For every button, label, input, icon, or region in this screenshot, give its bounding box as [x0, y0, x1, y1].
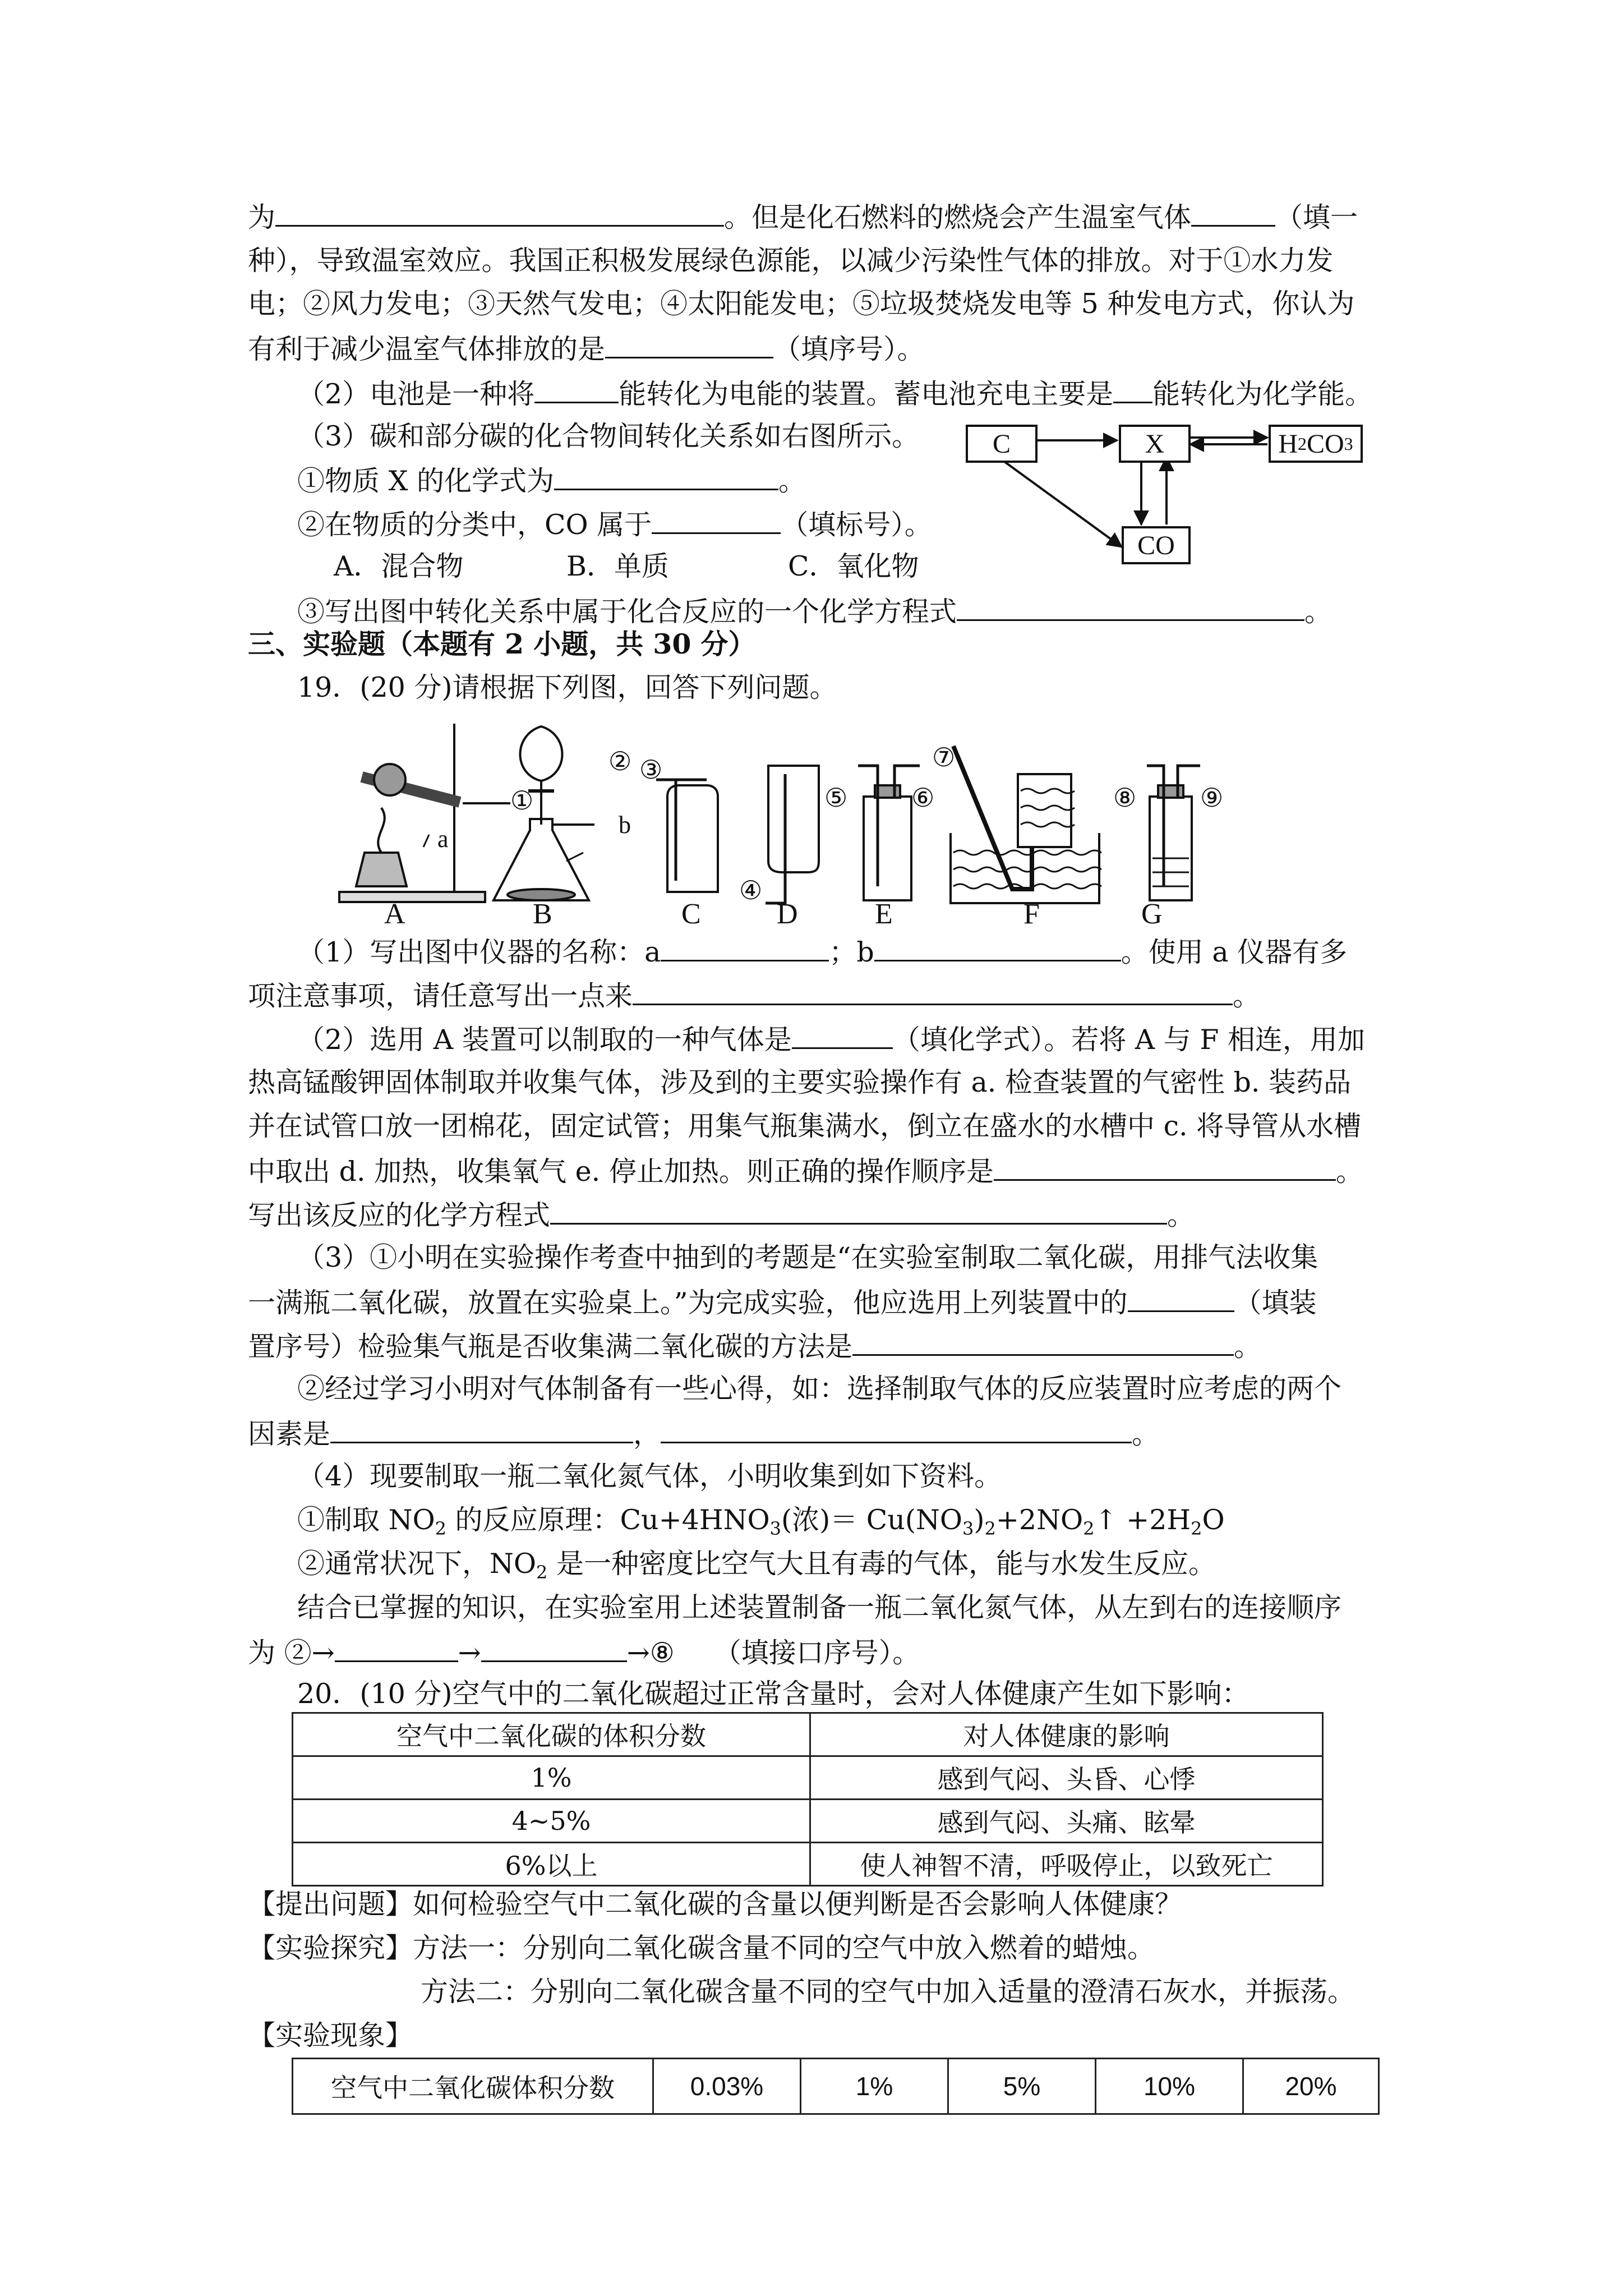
q19-part-4-l1: （4）现要制取一瓶二氧化氮气体，小明收集到如下资料。 [297, 1460, 1002, 1492]
answer-blank[interactable] [874, 934, 1121, 961]
q18-line-1 [248, 199, 1358, 234]
port-4: ④ [739, 876, 763, 905]
text: 。 [1304, 596, 1332, 628]
pointer-b [566, 853, 583, 861]
text: ， [633, 1418, 661, 1450]
q18-part-3-1 [297, 463, 806, 498]
table-row [293, 1800, 1323, 1843]
text: 写出该反应的化学方程式 [248, 1199, 551, 1231]
alcohol-lamp [356, 853, 407, 886]
table-cell: 感到气闷、头痛、眩晕 [810, 1800, 1323, 1843]
option-a: A．混合物 [334, 550, 464, 582]
q18-line-4 [248, 331, 925, 366]
table-cell: 6%以上 [293, 1843, 810, 1886]
part-b-label: b [619, 811, 631, 839]
q20-explore-2: 方法二：分别向二氧化碳含量不同的空气中加入适量的澄清石灰水，并振荡。 [421, 1976, 1355, 2008]
answer-blank[interactable] [633, 978, 1233, 1005]
q20-phenomenon: 【实验现象】 [248, 2019, 413, 2051]
answer-blank[interactable] [852, 1328, 1234, 1356]
answer-blank[interactable] [792, 1022, 893, 1049]
q19-part-2-l4 [248, 1153, 1363, 1189]
q19-part-4-l5 [248, 1635, 920, 1670]
port-9: ⑨ [1200, 784, 1224, 812]
text: 为 [248, 201, 276, 233]
co2-experiment-table [292, 2058, 1380, 2115]
port-3: ③ [639, 756, 663, 784]
q19-part-3-l5 [248, 1416, 1159, 1451]
port-8: ⑧ [1113, 784, 1137, 812]
co2-health-table [292, 1712, 1324, 1887]
text: 能转化为化学能。 [1152, 378, 1373, 410]
q19-part-2-l3: 并在试管口放一团棉花，固定试管；用集气瓶集满水，倒立在盛水的水槽中 c. 将导管从水槽 [248, 1110, 1362, 1142]
text: （2）电池是一种将 [297, 378, 535, 410]
stopper-g [1158, 785, 1183, 798]
answer-blank[interactable] [330, 1416, 633, 1443]
option-b: B．单质 [566, 550, 670, 582]
answer-blank[interactable] [534, 376, 619, 403]
text: 为 ②→ [248, 1637, 335, 1669]
q19-part-4-l2 [297, 1503, 1225, 1537]
table-header: 空气中二氧化碳的体积分数 [293, 1713, 810, 1756]
text: 。 [1167, 1199, 1195, 1231]
table-cell: 1% [293, 1756, 810, 1800]
table-header: 对人体健康的影响 [810, 1713, 1323, 1756]
apparatus-label-c: C [681, 898, 701, 930]
node-x: X [1119, 425, 1191, 463]
table-row [293, 1843, 1323, 1886]
q19-part-3-l4: ②经过学习小明对气体制备有一些心得，如：选择制取气体的反应装置时应考虑的两个 [297, 1373, 1342, 1405]
text: 3 [962, 1518, 974, 1539]
separatory-funnel [520, 726, 562, 781]
table-row [293, 2059, 1379, 2114]
q19-part-2-l5 [248, 1197, 1195, 1232]
text: （填装 [1234, 1287, 1317, 1319]
text: CO [1306, 429, 1344, 459]
text: ) [974, 1504, 985, 1536]
port-1: ① [510, 786, 534, 815]
heated-solid [374, 764, 405, 795]
text: 。 [1132, 1418, 1160, 1450]
node-co: CO [1122, 526, 1191, 564]
arrow-c-to-co [998, 457, 1122, 547]
text: 3 [769, 1518, 781, 1539]
answer-blank[interactable] [335, 1635, 458, 1662]
q19-part-4-l3 [297, 1547, 1216, 1581]
text: 。 [778, 465, 806, 497]
text: （1）写出图中仪器的名称：a [297, 936, 661, 968]
text: （填接口序号）。 [713, 1637, 920, 1669]
text: 的反应原理：Cu+4HNO [446, 1504, 770, 1536]
port-7: ⑦ [932, 743, 956, 772]
text: 2 [435, 1518, 446, 1539]
text: +2NO [995, 1504, 1083, 1536]
text: ②在物质的分类中，CO 属于 [297, 509, 652, 541]
apparatus-label-e: E [875, 898, 893, 930]
port-2: ② [608, 747, 632, 776]
option-c: C．氧化物 [788, 550, 919, 582]
text: ③写出图中转化关系中属于化合反应的一个化学方程式 [297, 596, 957, 628]
text: →⑧ [626, 1637, 675, 1669]
table-cell: 0.03% [653, 2059, 801, 2114]
table-header-row [293, 1713, 1323, 1756]
answer-blank[interactable] [1128, 1285, 1234, 1312]
answer-blank[interactable] [661, 934, 829, 961]
text: 有利于减少温室气体排放的是 [248, 333, 606, 365]
table-cell: 空气中二氧化碳体积分数 [293, 2059, 653, 2114]
pointer-a [423, 835, 429, 847]
apparatus-label-a: A [384, 898, 405, 930]
text: 。 [1233, 980, 1261, 1012]
text: 一满瓶二氧化碳，放置在实验桌上。”为完成实验，他应选用上列装置中的 [248, 1287, 1128, 1319]
table-cell: 10% [1096, 2059, 1243, 2114]
apparatus-label-b: B [533, 898, 552, 930]
tube-e-long [858, 766, 878, 886]
q18-line-2: 种），导致温室效应。我国正积极发展绿色源能，以减少污染性气体的排放。对于①水力发 [248, 245, 1334, 277]
q19-part-4-l4: 结合已掌握的知识，在实验室用上述装置制备一瓶二氧化氮气体，从左到右的连接顺序 [297, 1591, 1342, 1623]
q19-intro: 19．(20 分)请根据下列图，回答下列问题。 [297, 671, 837, 703]
answer-blank[interactable] [550, 1197, 1167, 1225]
q19-part-2-l1 [297, 1022, 1365, 1057]
text: ↑ +2H [1094, 1504, 1191, 1536]
text: H [1278, 429, 1298, 459]
text: → [458, 1637, 481, 1669]
answer-blank[interactable] [1113, 376, 1152, 403]
bottle-g [1150, 797, 1192, 900]
apparatus-label-g: G [1141, 898, 1163, 930]
text: （填化学式）。若将 A 与 F 相连，用加 [892, 1024, 1365, 1056]
apparatus-label-f: F [1023, 898, 1040, 930]
section-title: 三、实验题（本题有 2 小题，共 30 分） [248, 628, 756, 660]
table-cell: 1% [801, 2059, 948, 2114]
liquid-g [1152, 858, 1189, 886]
bottle-e [864, 797, 911, 900]
text: ②通常状况下，NO [297, 1548, 537, 1580]
answer-blank[interactable] [481, 1635, 627, 1662]
q19-part-3-l2 [248, 1285, 1317, 1320]
tube-c [656, 780, 676, 881]
q19-part-3-l1: （3）①小明在实验操作考查中抽到的考题是“在实验室制取二氧化碳，用排气法收集 [297, 1241, 1318, 1273]
text: 。 [1234, 1331, 1262, 1363]
inverted-jar [1018, 774, 1071, 847]
text: 2 [536, 1562, 548, 1583]
text: (浓)＝ Cu(NO [781, 1504, 963, 1536]
q18-line-3: 电；②风力发电；③天然气发电；④太阳能发电；⑤垃圾焚烧发电等 5 种发电方式，你认为 [248, 288, 1355, 320]
text: （2）选用 A 装置可以制取的一种气体是 [297, 1024, 792, 1056]
answer-blank[interactable] [652, 507, 781, 534]
lab-apparatus-figure [325, 718, 1419, 959]
answer-blank[interactable] [275, 199, 724, 227]
gas-jar-d [768, 766, 819, 872]
text: 因素是 [248, 1418, 331, 1450]
q18-part-3-2 [297, 507, 932, 542]
answer-blank[interactable] [661, 1416, 1132, 1443]
text: 中取出 d. 加热，收集氧气 e. 停止加热。则正确的操作顺序是 [248, 1156, 994, 1188]
q18-part-3-3 [297, 593, 1332, 629]
text: 。使用 a 仪器有多 [1121, 936, 1348, 968]
q20-explore-1: 【实验探究】方法一：分别向二氧化碳含量不同的空气中放入燃着的蜡烛。 [248, 1932, 1155, 1964]
table-cell: 5% [948, 2059, 1096, 2114]
q19-part-3-l3 [248, 1328, 1261, 1364]
text: ；b [829, 936, 874, 968]
port-5: ⑤ [824, 784, 848, 812]
node-c: C [966, 425, 1038, 463]
text: 置序号）检验集气瓶是否收集满二氧化碳的方法是 [248, 1331, 853, 1363]
text: O [1202, 1504, 1225, 1536]
table-cell: 感到气闷、头昏、心悸 [810, 1756, 1323, 1800]
node-h2co3: H 2 CO 3 [1269, 425, 1363, 463]
lamp-flame [378, 808, 385, 853]
answer-blank[interactable] [554, 463, 778, 490]
text: 能转化为电能的装置。蓄电池充电主要是 [619, 378, 1114, 410]
text: 是一种密度比空气大且有毒的气体，能与水发生反应。 [547, 1548, 1216, 1580]
text: 。但是化石燃料的燃烧会产生温室气体 [724, 201, 1192, 233]
answer-blank[interactable] [605, 331, 773, 358]
text: （填一 [1275, 201, 1358, 233]
part-a-label: a [437, 825, 449, 853]
answer-blank[interactable] [994, 1153, 1336, 1181]
table-cell: 使人神智不清，呼吸停止，以致死亡 [810, 1843, 1323, 1886]
apparatus-label-d: D [777, 898, 798, 930]
water-trough [951, 833, 1099, 903]
q18-part-3: （3）碳和部分碳的化合物间转化关系如右图所示。 [297, 420, 920, 452]
stand-base [339, 892, 485, 902]
text: 项注意事项，请任意写出一点来 [248, 980, 633, 1012]
q19-part-1 [297, 934, 1347, 969]
text: ①物质 X 的化学式为 [297, 465, 555, 497]
table-row [293, 1756, 1323, 1800]
text: （填序号）。 [773, 333, 925, 365]
answer-blank[interactable] [1191, 199, 1275, 227]
text: 。 [1335, 1156, 1363, 1188]
q18-part-2 [297, 376, 1372, 411]
q20-ask: 【提出问题】如何检验空气中二氧化碳的含量以便判断是否会影响人体健康？ [248, 1888, 1183, 1920]
port-6: ⑥ [911, 784, 935, 812]
q20-intro: 20．(10 分)空气中的二氧化碳超过正常含量时，会对人体健康产生如下影响： [297, 1678, 1249, 1710]
q19-part-2-l2: 热高锰酸钾固体制取并收集气体，涉及到的主要实验操作有 a. 检查装置的气密性 b. 装药品 [248, 1066, 1352, 1098]
text: 2 [1083, 1518, 1095, 1539]
text: 2 [984, 1518, 996, 1539]
text: （填标号）。 [781, 509, 932, 541]
text: 2 [1191, 1518, 1202, 1539]
answer-blank[interactable] [957, 593, 1304, 621]
table-cell: 20% [1243, 2059, 1379, 2114]
text: ①制取 NO [297, 1504, 435, 1536]
q19-part-1-l2 [248, 978, 1260, 1013]
table-cell: 4~5% [293, 1800, 810, 1843]
